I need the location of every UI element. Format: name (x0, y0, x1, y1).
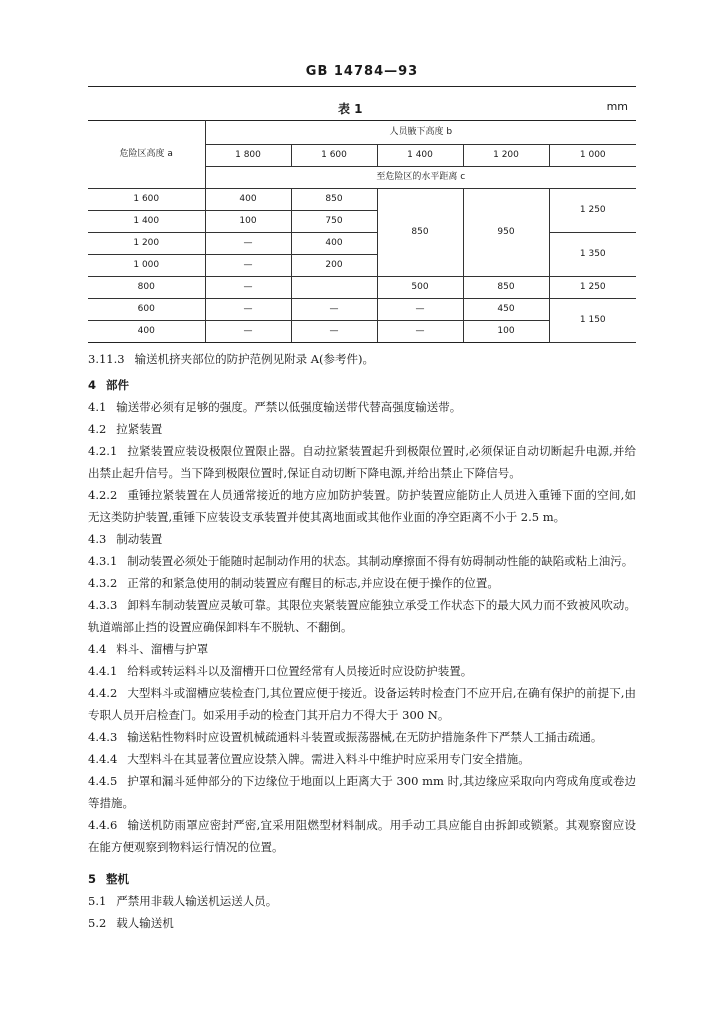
b-value-cell: 1 600 (291, 145, 377, 167)
table-cell (291, 277, 377, 299)
table-row (88, 233, 636, 255)
standard-number-header: GB 14784—93 (305, 64, 419, 79)
table-cell: — (205, 299, 291, 321)
table-cell: — (205, 277, 291, 299)
table-cell: — (291, 299, 377, 321)
table-cell: 750 (291, 211, 377, 233)
table-caption: 表 1 (338, 102, 363, 116)
table-cell: 450 (463, 299, 549, 321)
clause-4-4-2: 4.4.2 大型料斗或溜槽应装检查门,其位置应便于接近。设备运转时检查门不应开启,在确有保护的前提下,由专职人员开启检查门。如采用手动的检查门其开启力不得大于 300 N。 (88, 686, 636, 722)
merged-cell-c1200: 950 (463, 189, 549, 277)
clause-4-4-4: 4.4.4 大型料斗在其显著位置应设禁入牌。需进入料斗中维护时应采用专门安全措施。 (88, 752, 530, 766)
a-value-cell: 400 (88, 321, 205, 343)
clause-4-1: 4.1 输送带必须有足够的强度。严禁以低强度输送带代替高强度输送带。 (88, 400, 462, 414)
merged-cell-c1000-lower: 1 350 (549, 233, 636, 277)
table-row (88, 299, 636, 321)
table-cell: — (205, 255, 291, 277)
table-cell: 500 (377, 277, 463, 299)
clause-4-4-1: 4.4.1 给料或转运料斗以及溜槽开口位置经常有人员接近时应设防护装置。 (88, 664, 473, 678)
clause-4-3-1: 4.3.1 制动装置必须处于能随时起制动作用的状态。其制动摩擦面不得有妨碍制动性能的缺陷或粘上油污。 (88, 554, 634, 568)
header-cell-a: 危险区高度 a (88, 121, 205, 189)
table-cell: — (205, 321, 291, 343)
table-cell: 850 (463, 277, 549, 299)
table-unit: mm (606, 100, 628, 113)
table-cell: 1 250 (549, 277, 636, 299)
clause-3-11-3: 3.11.3 输送机挤夹部位的防护范例见附录 A(参考件)。 (88, 352, 375, 366)
distance-table (88, 120, 636, 343)
table-cell: 100 (205, 211, 291, 233)
document-body (88, 348, 636, 934)
clause-4-3-3: 4.3.3 卸料车制动装置应灵敏可靠。其限位夹紧装置应能独立承受工作状态下的最大风力而不致被风吹动。轨道端部止挡的设置应确保卸料车不脱轨、不翻倒。 (88, 598, 636, 634)
a-value-cell: 600 (88, 299, 205, 321)
merged-cell-c1000-bottom: 1 150 (549, 299, 636, 343)
clause-4-4-5: 4.4.5 护罩和漏斗延伸部分的下边缘位于地面以上距离大于 300 mm 时,其边缘应采取向内弯成角度或卷边等措施。 (88, 774, 636, 810)
b-value-cell: 1 200 (463, 145, 549, 167)
table-row (88, 277, 636, 299)
table-cell: — (291, 321, 377, 343)
clause-4-2-1: 4.2.1 拉紧装置应装设极限位置限止器。自动拉紧装置起升到极限位置时,必须保证自动切断起升电源,并给出禁止起升信号。当下降到极限位置时,保证自动切断下降电源,并给出禁止下降信号。 (88, 444, 636, 480)
clause-4-2-2: 4.2.2 重锤拉紧装置在人员通常接近的地方应加防护装置。防护装置应能防止人员进入重锤下面的空间,如无这类防护装置,重锤下应装设支承装置并使其离地面或其他作业面的净空距离不小于 2.5 m。 (88, 488, 636, 524)
table-cell: 100 (463, 321, 549, 343)
table-row (88, 189, 636, 211)
clause-4-3-2: 4.3.2 正常的和紧急使用的制动装置应有醒目的标志,并应设在便于操作的位置。 (88, 576, 499, 590)
header-rule (88, 86, 636, 87)
header-cell-b: 人员腋下高度 b (205, 121, 636, 145)
clause-5-2: 5.2 载人输送机 (88, 916, 174, 930)
table-cell: — (377, 321, 463, 343)
a-value-cell: 1 600 (88, 189, 205, 211)
merged-cell-c1000-upper: 1 250 (549, 189, 636, 233)
a-value-cell: 1 200 (88, 233, 205, 255)
a-value-cell: 1 000 (88, 255, 205, 277)
section-5-heading: 5 整机 (88, 872, 130, 886)
merged-cell-c1400: 850 (377, 189, 463, 277)
table-cell: — (205, 233, 291, 255)
b-value-cell: 1 000 (549, 145, 636, 167)
b-value-cell: 1 800 (205, 145, 291, 167)
clause-4-3: 4.3 制动装置 (88, 532, 163, 546)
table-cell: 200 (291, 255, 377, 277)
a-value-cell: 1 400 (88, 211, 205, 233)
clause-4-2: 4.2 拉紧装置 (88, 422, 163, 436)
a-value-cell: 800 (88, 277, 205, 299)
table-cell: 400 (205, 189, 291, 211)
clause-4-4-6: 4.4.6 输送机防雨罩应密封严密,宜采用阻燃型材料制成。用手动工具应能自由拆卸或锁紧。其观察窗应设在能方便观察到物料运行情况的位置。 (88, 818, 636, 854)
table-cell: 850 (291, 189, 377, 211)
header-cell-c: 至危险区的水平距离 c (205, 167, 636, 189)
clause-5-1: 5.1 严禁用非载人输送机运送人员。 (88, 894, 278, 908)
b-value-cell: 1 400 (377, 145, 463, 167)
section-4-heading: 4 部件 (88, 378, 130, 392)
clause-4-4: 4.4 料斗、溜槽与护罩 (88, 642, 209, 656)
clause-4-4-3: 4.4.3 输送粘性物料时应设置机械疏通料斗装置或振荡器械,在无防护措施条件下严禁人工捅击疏通。 (88, 730, 603, 744)
table-cell: 400 (291, 233, 377, 255)
table-cell: — (377, 299, 463, 321)
